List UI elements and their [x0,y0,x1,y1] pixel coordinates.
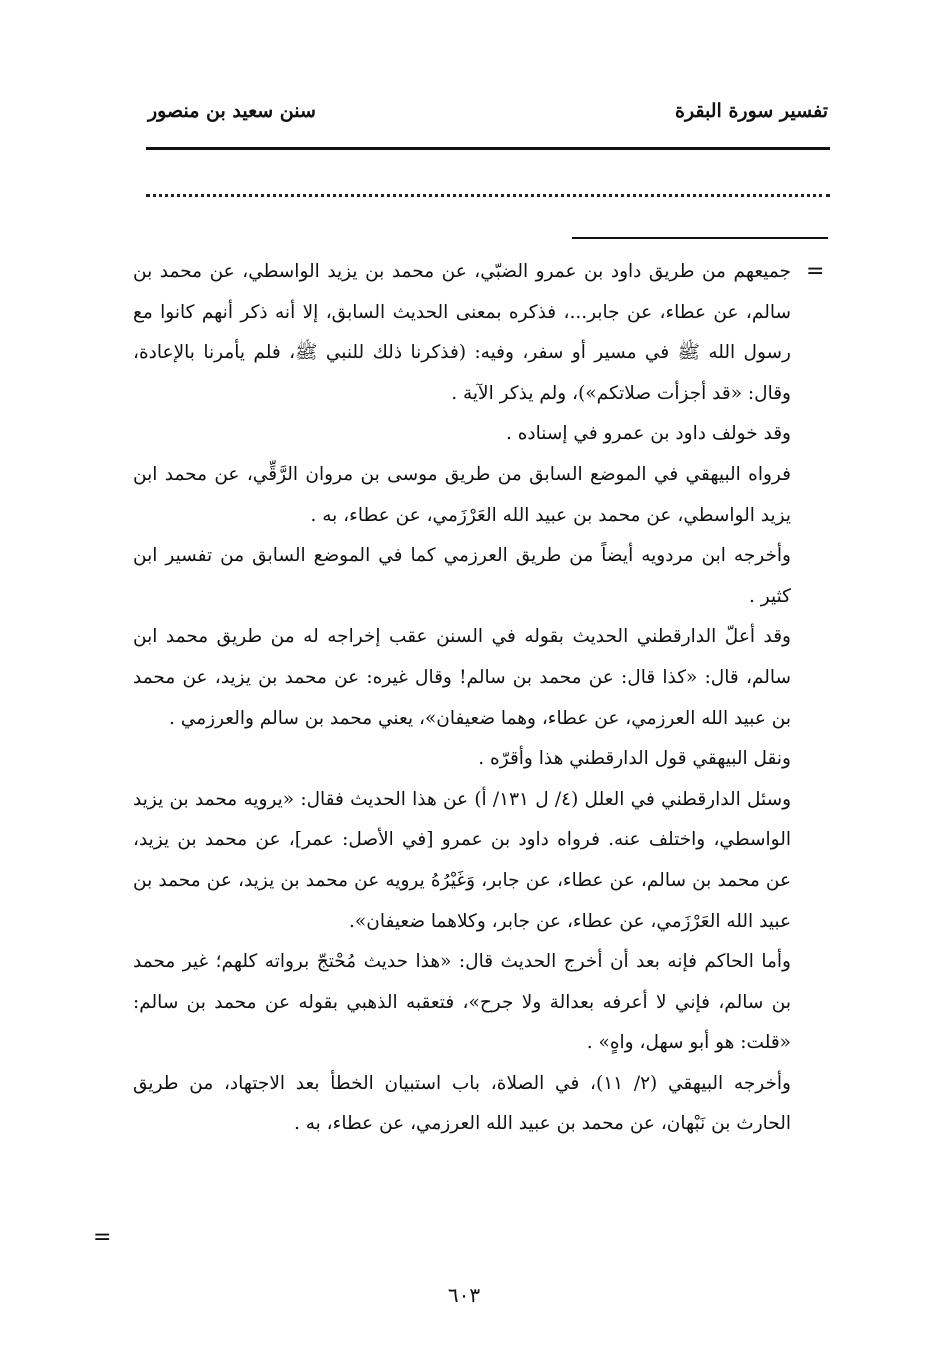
dotted-separator [146,194,830,197]
footnote-body [133,252,791,1145]
paragraph: جميعهم من طريق داود بن عمرو الضبّي، عن محمد بن يزيد الواسطي، عن محمد بن سالم، عن عطاء، عن جابر...، فذكره بمعنى الحديث السابق، إلا أنه ذكر أنهم كانوا مع رسول الله ﷺ في مسير أو سفر، وفيه: (فذكرنا ذلك للنبي ﷺ، فلم يأمرنا بالإعادة، وقال: «قد أجزأت صلاتكم»)، ولم يذكر الآية . [133,261,791,404]
continuation-mark-bottom: = [93,1225,112,1250]
continuation-mark-top: = [806,259,825,284]
paragraph: ونقل البيهقي قول الدارقطني هذا وأقرّه . [478,748,791,770]
paragraph: وقد خولف داود بن عمرو في إسناده . [505,423,791,445]
header-right-title: تفسير سورة البقرة [674,100,828,122]
paragraph: فرواه البيهقي في الموضع السابق من طريق موسى بن مروان الرَّقِّي، عن محمد ابن يزيد الواسطي، عن محمد بن عبيد الله العَرْزَمي، عن عطاء، به . [133,463,791,526]
footnote-rule [572,237,828,239]
paragraph: وأما الحاكم فإنه بعد أن أخرج الحديث قال: «هذا حديث مُحْتجّ برواته كلهم؛ غير محمد بن سالم، فإني لا أعرفه بعدالة ولا جرح»، فتعقبه الذهبي بقوله عن محمد بن سالم: «قلت: هو أبو سهل، واهٍ» . [133,951,791,1054]
header-rule [146,147,830,150]
header-left-title: سنن سعيد بن منصور [148,100,316,122]
paragraph: وأخرجه ابن مردويه أيضاً من طريق العرزمي كما في الموضع السابق من تفسير ابن كثير . [133,545,791,607]
paragraph: وسئل الدارقطني في العلل (٤/ ل ١٣١/ أ) عن هذا الحديث فقال: «يرويه محمد بن يزيد الواسطي، واختلف عنه. فرواه داود بن عمرو [في الأصل: عمر]، عن محمد بن يزيد، عن محمد بن سالم، عن عطاء، عن جابر، وَغَيْرُهُ يرويه عن محمد بن يزيد، عن محمد بن عبيد الله العَرْزَمي، عن عطاء، عن جابر، وكلاهما ضعيفان». [133,788,792,932]
paragraph: وقد أعلّ الدارقطني الحديث بقوله في السنن عقب إخراجه له من طريق محمد ابن سالم، قال: «كذا قال: عن محمد بن سالم! وقال غيره: عن محمد بن يزيد، عن محمد بن عبيد الله العرزمي، عن عطاء، وهما ضعيفان»، يعني محمد بن سالم والعرزمي . [133,626,791,729]
page-number: ٦٠٣ [447,1283,481,1307]
paragraph: وأخرجه البيهقي (٢/ ١١)، في الصلاة، باب استبيان الخطأ بعد الاجتهاد، من طريق الحارث بن نَبْهان، عن محمد بن عبيد الله العرزمي، عن عطاء، به . [133,1072,791,1135]
